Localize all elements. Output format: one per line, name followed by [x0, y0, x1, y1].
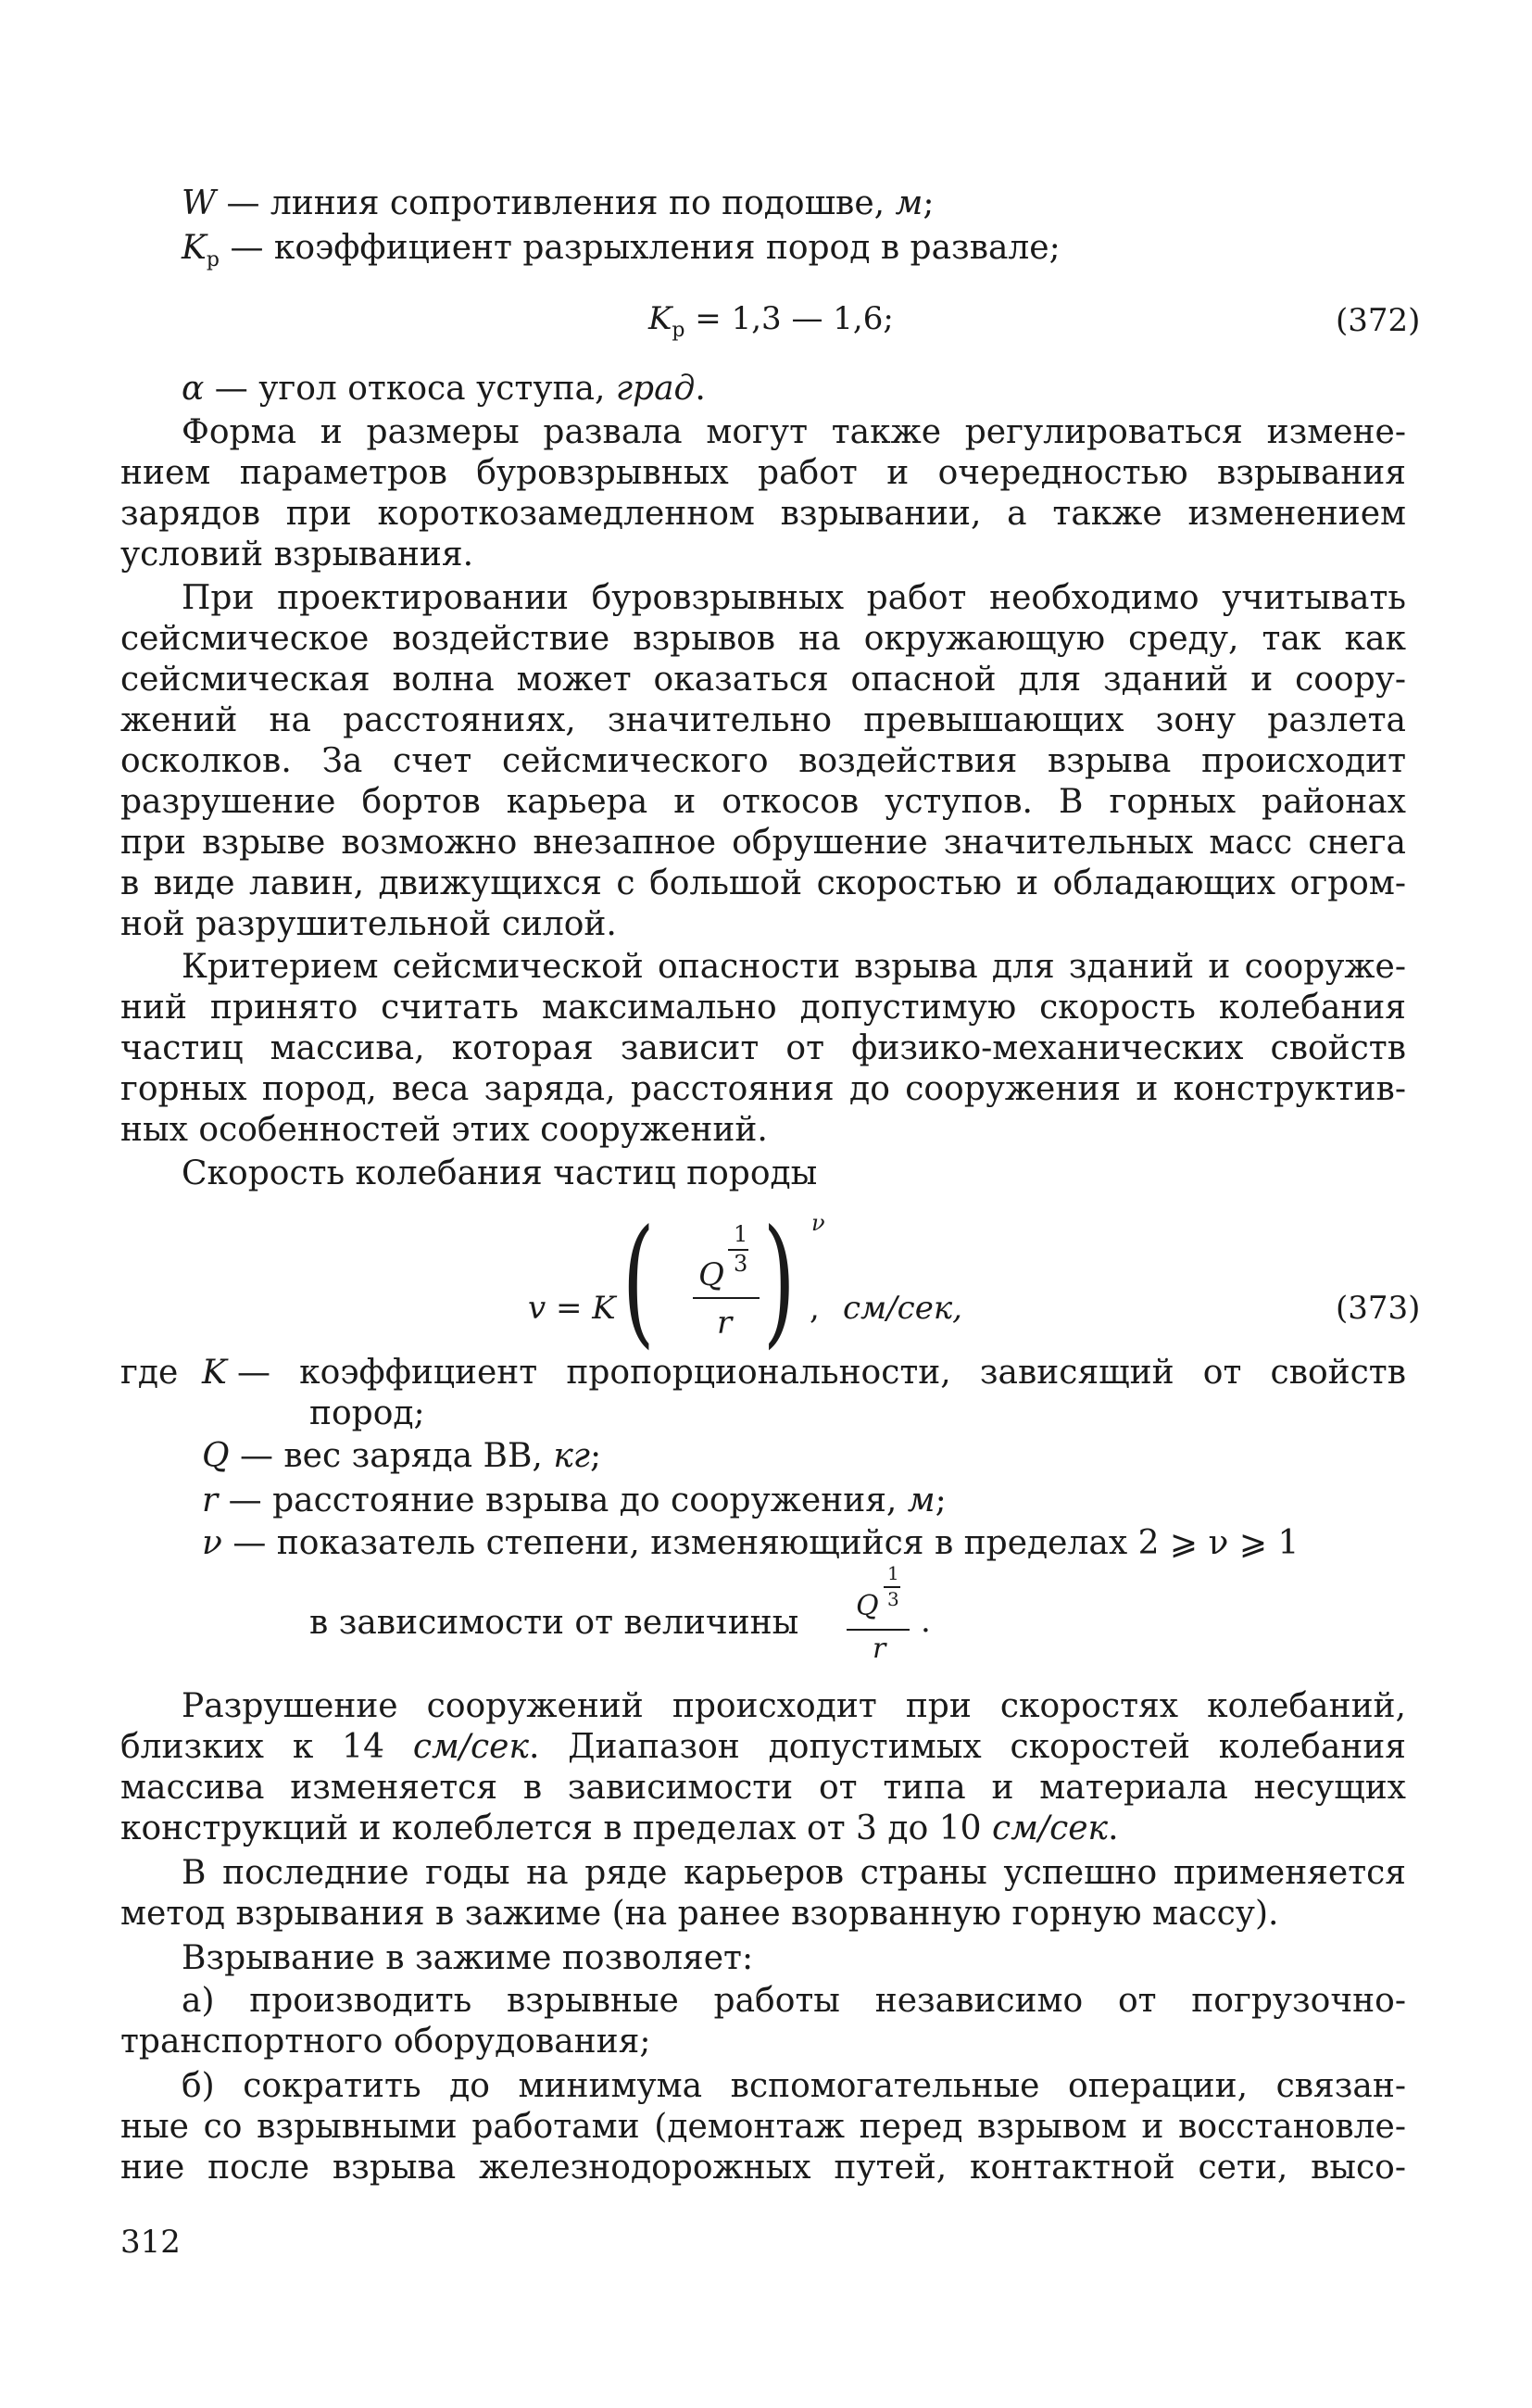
speed-intro: Скорость колебания частиц породы: [182, 1154, 818, 1192]
book-page: W — линия сопротивления по подошве, м; $K_р$ — коэффициент разрыхления пород в развале; $K_р = 1,3$ — 1,6; (372) α — угол откоса уступа, град. Форма и размеры развала могут также регулироваться измене- нием параметров буровзрывных работ и очередностью взрывания зарядов при короткозамедленном взрывании, а также изменением условий взрывания. При проектировании буровзрывных работ необходимо учитывать сейсмическое воздействие взрывов на окружающую среду, так как сейсмическая волна может оказаться опасной для зданий и соору- жений на расстояниях, значительно превышающих зону разлета осколков. За счет сейсмического воздействия взрыва происходит разрушение бортов карьера и откосов уступов. В горных районах при взрыве возможно внезапное обрушение значительных масс снега в виде лавин, движущихся с большой скоростью и обладающих огром- ной разрушительной силой. Критерием сейсмической опасности взрыва для зданий и сооруже- ний принято считать максимально допустимую скорость колебания частиц массива, которая зависит от физико-механических свойств горных пород, веса заряда, расстояния до сооружения и конструктив- ных особенностей этих сооружений. Скорость колебания частиц породы v = K ( Q 1 3 r ) ν , см/сек, (373) где K — коэффициент пропорциональности, зависящий от свойств пород; Q — вес заряда ВВ, кг; r — расстояние взрыва до сооружения, м; ν — показатель степени, изменяющийся в пределах 2 ⩾ ν ⩾ 1 в зависимости от величины Q 1 3 r . Разрушение сооружений происходит при скоростях колебаний, близких к 14 см/сек. Диапазон допустимых скоростей колебания массива изменяется в зависимости от типа и материала несущих конструкций и колеблется в пределах от 3 до 10 см/сек. В последние годы на ряде карьеров страны успешно применяется метод взрывания в зажиме (на ранее взорванную горную массу). Взрывание в зажиме позволяет: а) производить взрывные работы независимо от погрузочно- транспортного оборудования; б) сократить до минимума вспомогательные операции, связан- ные со взрывными работами (демонтаж перед взрывом и восстановле- ние после взрыва железнодорожных путей, контактной сети, высо- 312: [120, 184, 1421, 2261]
dependence-fraction-bar: [847, 1629, 910, 1631]
definition-q: Q — вес заряда ВВ, кг;: [202, 1437, 602, 1475]
paragraph-6: Взрывание в зажиме позволяет:: [182, 1939, 754, 1977]
fraction-bar: [693, 1297, 760, 1299]
definition-kp: $K_р$ — коэффициент разрыхления пород в развале;: [182, 229, 1061, 272]
page-number: 312: [120, 2224, 181, 2261]
left-paren: (: [622, 1201, 655, 1362]
equation-372: $K_р = 1,3$ — 1,6;: [648, 300, 894, 342]
definition-nu: ν — показатель степени, изменяющийся в пределах 2 ⩾ ν ⩾ 1: [202, 1524, 1300, 1562]
definition-w: W — линия сопротивления по подошве, м;: [182, 184, 935, 222]
definition-r: r — расстояние взрыва до сооружения, м;: [202, 1481, 947, 1519]
equation-number-373: (373): [1336, 1290, 1421, 1327]
equation-number-372: (372): [1336, 302, 1421, 339]
right-paren: ): [762, 1201, 796, 1362]
definition-alpha: α — угол откоса уступа, град.: [182, 370, 706, 408]
where-label: где: [120, 1354, 179, 1392]
